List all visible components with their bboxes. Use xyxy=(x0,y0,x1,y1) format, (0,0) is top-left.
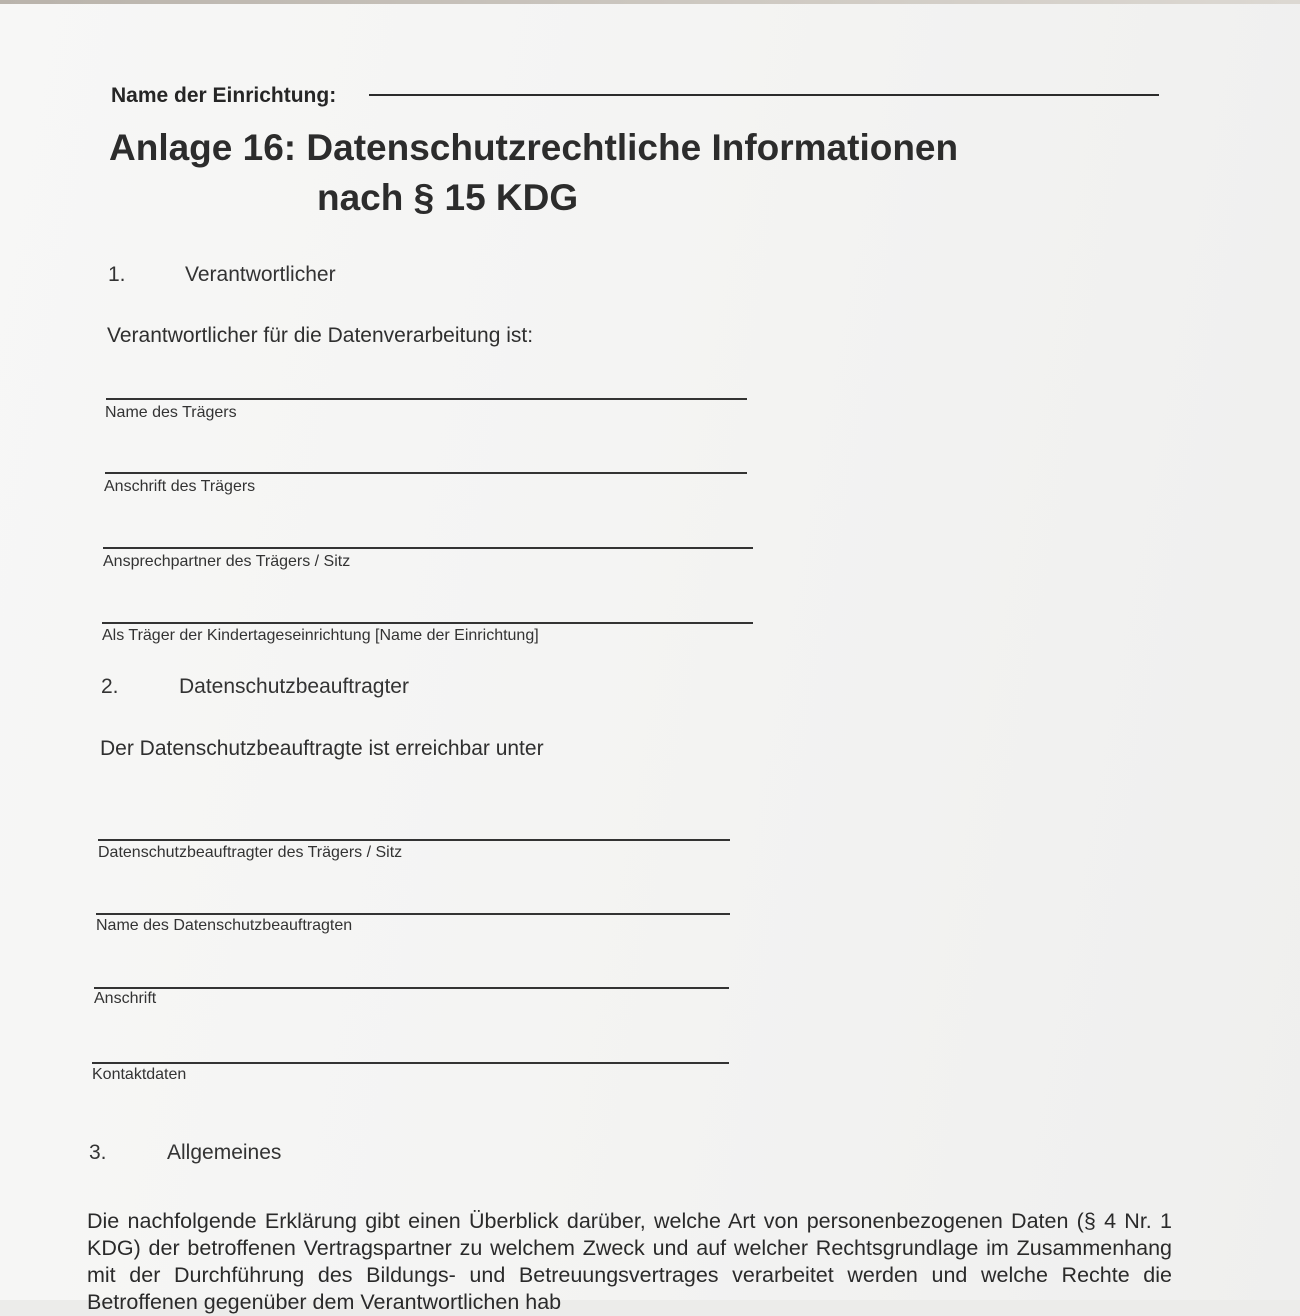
traeger-address-field[interactable] xyxy=(105,472,747,474)
traeger-address-caption: Anschrift des Trägers xyxy=(104,478,256,495)
dsb-address-field[interactable] xyxy=(94,987,729,989)
traeger-contact-field[interactable] xyxy=(103,547,753,549)
dsb-seat-caption: Datenschutzbeauftragter des Trägers / Sitz xyxy=(98,844,403,861)
section-1-intro: Verantwortlicher für die Datenverarbeitung ist: xyxy=(107,324,534,347)
paper-top-edge xyxy=(0,0,1300,4)
section-2-number: 2. xyxy=(101,675,119,698)
traeger-name-caption: Name des Trägers xyxy=(105,404,237,421)
dsb-seat-field[interactable] xyxy=(98,839,730,841)
traeger-contact-caption: Ansprechpartner des Trägers / Sitz xyxy=(103,553,351,570)
dsb-address-caption: Anschrift xyxy=(94,990,157,1007)
kita-traeger-caption: Als Träger der Kindertageseinrichtung [Name der Einrichtung] xyxy=(102,627,539,644)
section-2-title: Datenschutzbeauftragter xyxy=(179,675,409,698)
institution-name-label: Name der Einrichtung: xyxy=(111,84,337,107)
document-title-line-2: nach § 15 KDG xyxy=(317,177,579,218)
kita-traeger-field[interactable] xyxy=(102,622,753,624)
section-3-title: Allgemeines xyxy=(167,1141,282,1164)
section-3-body-text: Die nachfolgende Erklärung gibt einen Überblick darüber, welche Art von personenbezogenen Daten (§ 4 Nr. 1 KDG) der betroffenen Vertragspartner zu welchem Zweck und auf welcher Rechtsgrundlage im Zusammenhang mit der Durchführung des Bildungs- und Betreuungsvertrages verarbeitet werden und welche Rechte die Betroffenen gegenüber dem Verantwortlichen hab xyxy=(87,1209,1172,1314)
dsb-name-caption: Name des Datenschutzbeauftragten xyxy=(96,917,353,934)
traeger-name-field[interactable] xyxy=(106,398,747,400)
section-3-number: 3. xyxy=(89,1141,107,1164)
institution-name-field[interactable] xyxy=(369,94,1159,96)
dsb-name-field[interactable] xyxy=(96,913,730,915)
dsb-contact-field[interactable] xyxy=(92,1062,729,1064)
dsb-contact-caption: Kontaktdaten xyxy=(92,1066,187,1083)
section-1-number: 1. xyxy=(108,263,126,286)
section-2-intro: Der Datenschutzbeauftragte ist erreichbar unter xyxy=(100,737,544,760)
document-title-line-1: Anlage 16: Datenschutzrechtliche Informationen xyxy=(109,127,959,168)
section-1-title: Verantwortlicher xyxy=(185,263,336,286)
